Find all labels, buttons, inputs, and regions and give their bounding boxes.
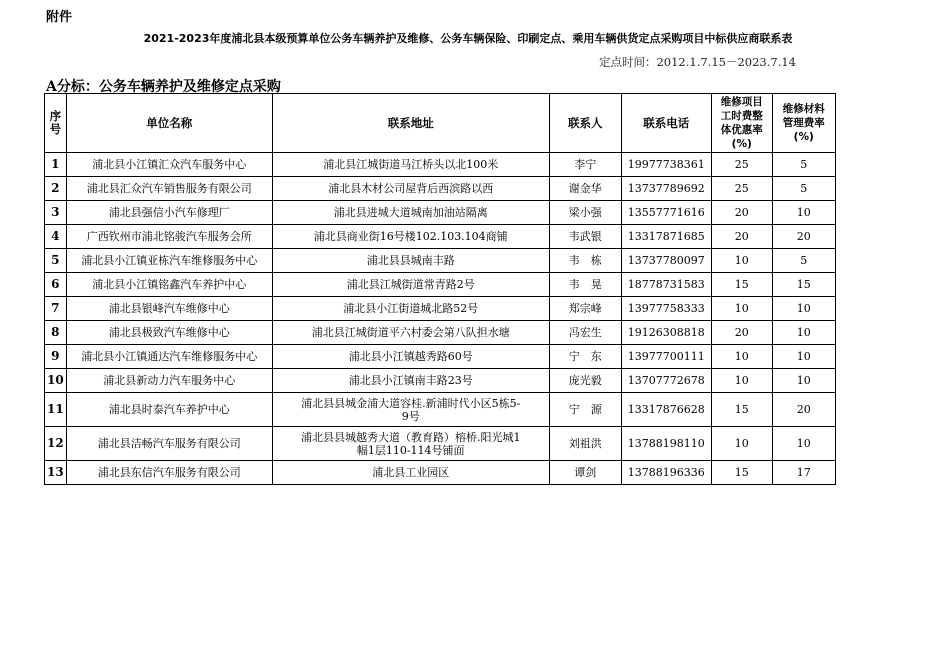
cell-phone: 19126308818 [621, 321, 711, 345]
cell-address-line2: 9号 [401, 409, 420, 423]
cell-contact: 宁 源 [549, 393, 621, 427]
cell-material-fee: 5 [772, 177, 835, 201]
cell-labor-discount: 15 [711, 461, 772, 485]
cell-phone: 13737789692 [621, 177, 711, 201]
cell-material-fee: 10 [772, 345, 835, 369]
cell-address-line2: 幅1层110-114号铺面 [356, 443, 465, 457]
header-labor-discount-line3: 体优惠率 [720, 124, 763, 136]
header-labor-discount-line4: (%) [731, 138, 752, 150]
cell-phone: 13977700111 [621, 345, 711, 369]
cell-labor-discount: 20 [711, 321, 772, 345]
table-row [45, 273, 836, 297]
cell-address: 浦北县小江街道城北路52号 [272, 297, 549, 321]
header-seq: 序号 [45, 94, 67, 153]
designation-period: 定点时间：2012.1.7.15－2023.7.14 [598, 55, 796, 69]
cell-labor-discount: 15 [711, 393, 772, 427]
cell-contact: 宁 东 [549, 345, 621, 369]
cell-name: 浦北县小江镇亚栋汽车维修服务中心 [66, 249, 272, 273]
cell-contact: 谭剑 [549, 461, 621, 485]
cell-name: 浦北县小江镇铭鑫汽车养护中心 [66, 273, 272, 297]
cell-contact: 庞光毅 [549, 369, 621, 393]
cell-seq: 10 [45, 369, 67, 393]
cell-contact: 谢金华 [549, 177, 621, 201]
cell-address: 浦北县江城街道平六村委会第八队担水塘 [272, 321, 549, 345]
cell-material-fee: 10 [772, 297, 835, 321]
cell-material-fee: 17 [772, 461, 835, 485]
cell-phone: 13317871685 [621, 225, 711, 249]
supplier-table [44, 93, 836, 485]
cell-address-line1: 浦北县县城金浦大道容桂.新浦时代小区5栋5- [301, 396, 521, 410]
cell-seq: 13 [45, 461, 67, 485]
cell-phone: 13788198110 [621, 427, 711, 461]
cell-name: 浦北县强信小汽车修理厂 [66, 201, 272, 225]
table-row [45, 249, 836, 273]
cell-address: 浦北县县城南丰路 [272, 249, 549, 273]
cell-material-fee: 10 [772, 369, 835, 393]
cell-address: 浦北县工业园区 [272, 461, 549, 485]
attachment-label: 附件 [46, 10, 73, 25]
cell-contact: 韦武银 [549, 225, 621, 249]
cell-labor-discount: 20 [711, 201, 772, 225]
cell-material-fee: 10 [772, 201, 835, 225]
header-labor-discount-line1: 维修项目 [720, 96, 763, 108]
table-row [45, 393, 836, 427]
table-row [45, 225, 836, 249]
cell-address: 浦北县木材公司屋背后西滨路以西 [272, 177, 549, 201]
cell-labor-discount: 10 [711, 297, 772, 321]
cell-name: 浦北县东信汽车服务有限公司 [66, 461, 272, 485]
cell-phone: 13557771616 [621, 201, 711, 225]
cell-material-fee: 10 [772, 427, 835, 461]
cell-address: 浦北县小江镇越秀路60号 [272, 345, 549, 369]
cell-name: 浦北县新动力汽车服务中心 [66, 369, 272, 393]
cell-phone: 19977738361 [621, 153, 711, 177]
cell-name: 浦北县极致汽车维修中心 [66, 321, 272, 345]
cell-labor-discount: 25 [711, 153, 772, 177]
cell-name: 广西钦州市浦北铭骏汽车服务会所 [66, 225, 272, 249]
cell-seq: 2 [45, 177, 67, 201]
cell-name: 浦北县时泰汽车养护中心 [66, 393, 272, 427]
cell-material-fee: 5 [772, 249, 835, 273]
cell-name: 浦北县银峰汽车维修中心 [66, 297, 272, 321]
cell-labor-discount: 20 [711, 225, 772, 249]
cell-address [272, 393, 549, 427]
header-labor-discount-line2: 工时费整 [720, 110, 763, 122]
cell-material-fee: 10 [772, 321, 835, 345]
header-name: 单位名称 [66, 94, 272, 153]
cell-phone: 13707772678 [621, 369, 711, 393]
cell-phone: 13317876628 [621, 393, 711, 427]
table-row [45, 427, 836, 461]
cell-address: 浦北县小江镇南丰路23号 [272, 369, 549, 393]
header-labor-discount [711, 94, 772, 153]
section-heading: A分标：公务车辆养护及维修定点采购 [46, 79, 281, 95]
cell-phone: 18778731583 [621, 273, 711, 297]
cell-material-fee: 20 [772, 393, 835, 427]
table-row [45, 461, 836, 485]
cell-seq: 4 [45, 225, 67, 249]
table-row [45, 321, 836, 345]
cell-seq: 12 [45, 427, 67, 461]
header-material-fee-line1: 维修材料 [782, 103, 825, 115]
table-row [45, 177, 836, 201]
cell-contact: 冯宏生 [549, 321, 621, 345]
cell-address: 浦北县江城街道马江桥头以北100米 [272, 153, 549, 177]
cell-labor-discount: 10 [711, 249, 772, 273]
cell-phone: 13977758333 [621, 297, 711, 321]
cell-contact: 李宁 [549, 153, 621, 177]
cell-seq: 5 [45, 249, 67, 273]
cell-seq: 11 [45, 393, 67, 427]
cell-material-fee: 5 [772, 153, 835, 177]
cell-labor-discount: 15 [711, 273, 772, 297]
cell-contact: 郑宗峰 [549, 297, 621, 321]
table-row [45, 369, 836, 393]
header-address: 联系地址 [272, 94, 549, 153]
cell-contact: 刘祖洪 [549, 427, 621, 461]
cell-name: 浦北县小江镇通达汽车维修服务中心 [66, 345, 272, 369]
header-phone: 联系电话 [621, 94, 711, 153]
cell-address: 浦北县江城街道常青路2号 [272, 273, 549, 297]
cell-address [272, 427, 549, 461]
cell-material-fee: 15 [772, 273, 835, 297]
cell-name: 浦北县小江镇汇众汽车服务中心 [66, 153, 272, 177]
cell-address-line1: 浦北县县城越秀大道（教育路）榕桥.阳光城1 [300, 430, 521, 444]
table-row [45, 345, 836, 369]
cell-labor-discount: 10 [711, 345, 772, 369]
cell-address: 浦北县进城大道城南加油站隔离 [272, 201, 549, 225]
header-material-fee [772, 94, 835, 153]
cell-phone: 13737780097 [621, 249, 711, 273]
cell-phone: 13788196336 [621, 461, 711, 485]
cell-contact: 韦 栋 [549, 249, 621, 273]
cell-seq: 8 [45, 321, 67, 345]
cell-labor-discount: 10 [711, 369, 772, 393]
cell-seq: 7 [45, 297, 67, 321]
document-title: 2021-2023年度浦北县本级预算单位公务车辆养护及维修、公务车辆保险、印刷定点、乘用车辆供货定点采购项目中标供应商联系表 [143, 32, 793, 45]
header-material-fee-line3: (%) [793, 131, 814, 143]
header-contact: 联系人 [549, 94, 621, 153]
cell-material-fee: 20 [772, 225, 835, 249]
table-row [45, 153, 836, 177]
table-row [45, 201, 836, 225]
header-material-fee-line2: 管理费率 [782, 117, 825, 129]
cell-name: 浦北县洁畅汽车服务有限公司 [66, 427, 272, 461]
cell-address: 浦北县商业街16号楼102.103.104商铺 [272, 225, 549, 249]
cell-labor-discount: 10 [711, 427, 772, 461]
table-header-row [45, 94, 836, 153]
cell-seq: 3 [45, 201, 67, 225]
cell-contact: 梁小强 [549, 201, 621, 225]
cell-seq: 1 [45, 153, 67, 177]
cell-contact: 韦 晃 [549, 273, 621, 297]
cell-labor-discount: 25 [711, 177, 772, 201]
cell-name: 浦北县汇众汽车销售服务有限公司 [66, 177, 272, 201]
table-row [45, 297, 836, 321]
cell-seq: 6 [45, 273, 67, 297]
cell-seq: 9 [45, 345, 67, 369]
